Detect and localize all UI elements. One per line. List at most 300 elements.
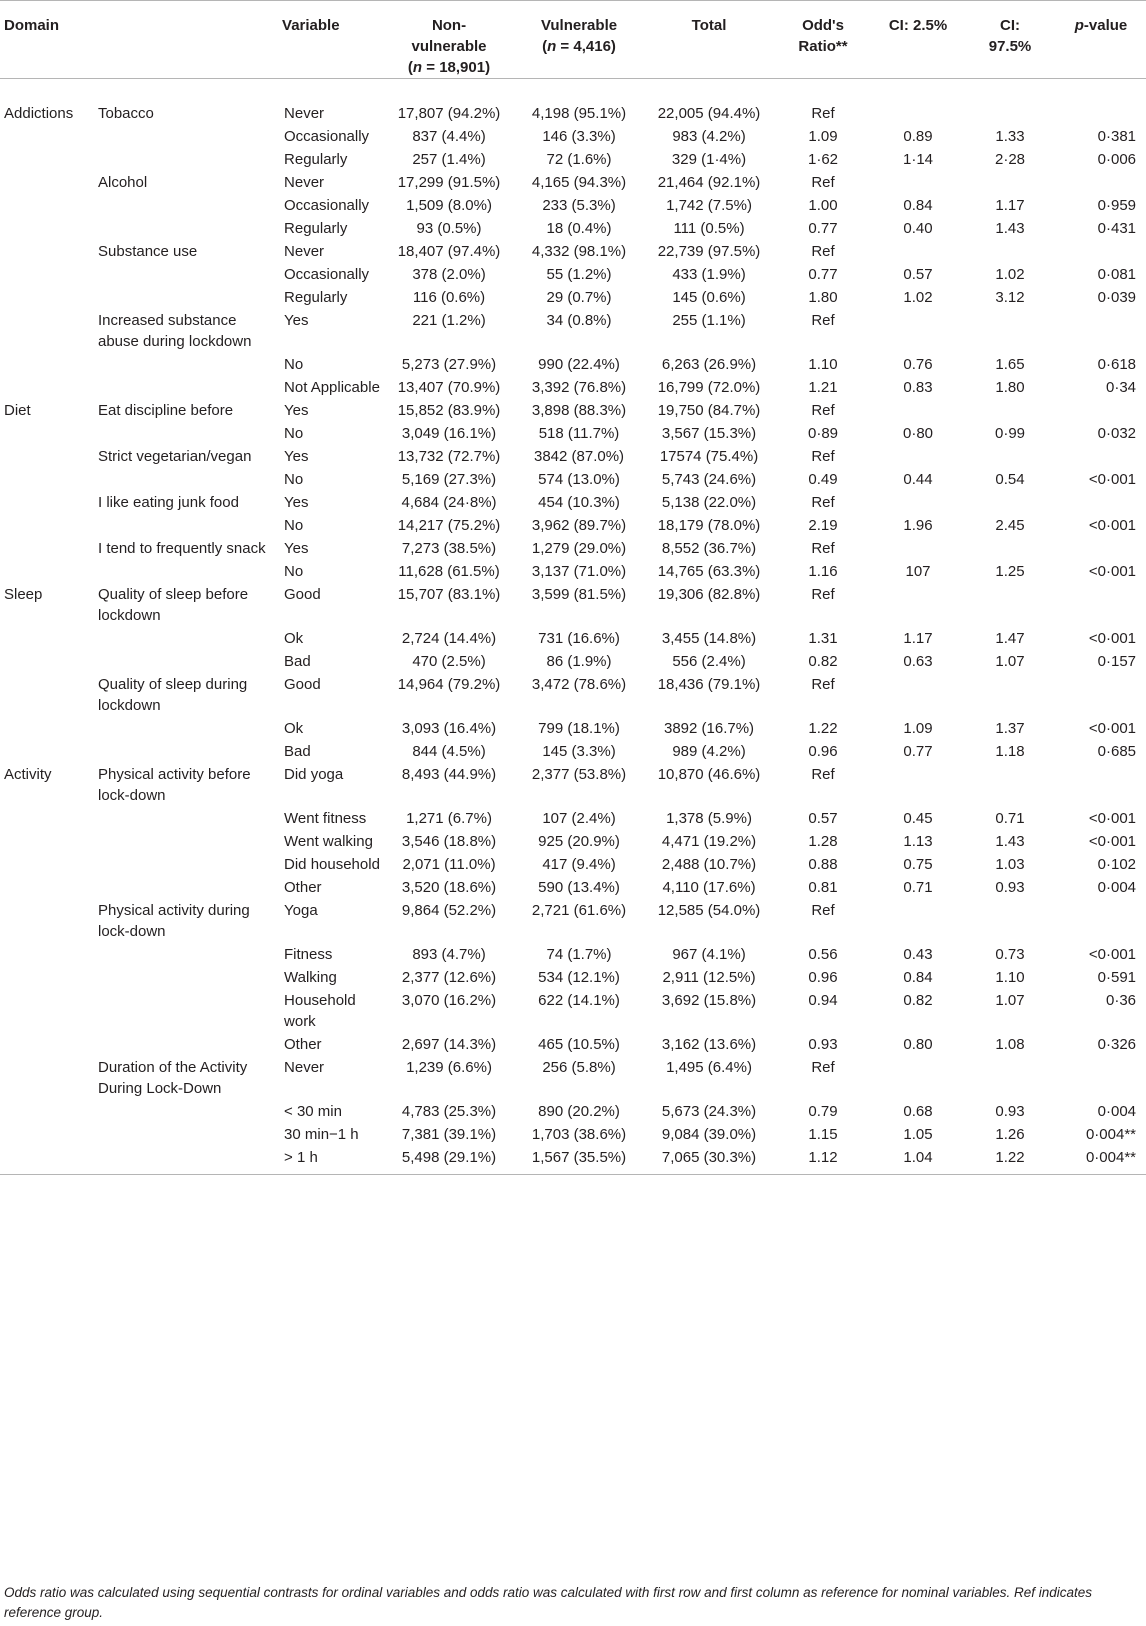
level-cell: Ok	[284, 720, 304, 737]
level-cell: Bad	[284, 653, 311, 670]
total-cell: 1,742 (7.5%)	[666, 197, 752, 214]
p-value-cell: 0·685	[1097, 743, 1137, 760]
p-value-cell	[1056, 398, 1146, 421]
odds-ratio-cell: Ref	[811, 494, 835, 511]
odds-ratio-cell: Ref	[811, 402, 835, 419]
odds-ratio-cell: Ref	[811, 174, 835, 191]
total-cell: 111 (0.5%)	[673, 220, 745, 237]
ci-low-cell	[872, 1055, 964, 1099]
non-vulnerable-cell: 893 (4.7%)	[412, 946, 486, 963]
ci-low-cell: 0.84	[903, 197, 933, 214]
table-row	[0, 942, 1146, 965]
level-cell: Not Applicable	[284, 379, 380, 396]
odds-ratio-cell: Ref	[811, 902, 835, 919]
level-cell: Regularly	[284, 289, 348, 306]
domain-cell	[0, 852, 92, 875]
table-row	[0, 536, 1146, 559]
ci-high-cell: 2.45	[995, 517, 1025, 534]
table-row	[0, 988, 1146, 1032]
total-cell: 7,065 (30.3%)	[644, 1145, 774, 1175]
level-cell: Other	[284, 1036, 322, 1053]
domain-cell	[0, 375, 92, 398]
ci-low-cell: 0.76	[903, 356, 933, 373]
odds-ratio-cell: 0·89	[808, 425, 839, 442]
ci-low-cell: 0.75	[903, 856, 933, 873]
vulnerable-cell: 146 (3.3%)	[542, 128, 616, 145]
level-cell: No	[284, 425, 304, 442]
ci-low-cell	[872, 582, 964, 626]
level-cell: < 30 min	[284, 1103, 342, 1120]
vulnerable-cell: 29 (0.7%)	[546, 289, 612, 306]
non-vulnerable-cell: 2,377 (12.6%)	[401, 969, 497, 986]
level-cell: Did household	[284, 856, 380, 873]
level-cell: No	[284, 356, 304, 373]
non-vulnerable-cell: 15,707 (83.1%)	[397, 586, 501, 603]
vulnerable-cell: 4,332 (98.1%)	[531, 243, 627, 260]
variable-cell: Tobacco	[98, 105, 154, 122]
ci-low-cell	[872, 898, 964, 942]
non-vulnerable-cell: 3,049 (16.1%)	[401, 425, 497, 442]
domain-cell	[0, 806, 92, 829]
odds-ratio-cell: Ref	[811, 448, 835, 465]
header-odds-ratio: Odd's Ratio**	[774, 1, 872, 79]
table-row	[0, 1055, 1146, 1099]
non-vulnerable-cell: 93 (0.5%)	[416, 220, 482, 237]
variable-cell: Strict vegetarian/vegan	[98, 448, 252, 465]
domain-cell	[0, 352, 92, 375]
domain-cell	[0, 444, 92, 467]
ci-high-cell	[964, 490, 1056, 513]
odds-ratio-cell: 1.15	[808, 1126, 838, 1143]
level-cell: Occasionally	[284, 197, 370, 214]
ci-low-cell: 0.57	[903, 266, 933, 283]
non-vulnerable-cell: 837 (4.4%)	[412, 128, 486, 145]
vulnerable-cell: 145 (3.3%)	[542, 743, 616, 760]
vulnerable-cell: 465 (10.5%)	[538, 1036, 620, 1053]
ci-low-cell: 0.68	[903, 1103, 933, 1120]
p-value-cell: 0·004	[1097, 879, 1137, 896]
level-cell: Regularly	[284, 220, 348, 237]
domain-cell	[0, 513, 92, 536]
non-vulnerable-cell: 1,509 (8.0%)	[406, 197, 492, 214]
level-cell: Never	[284, 105, 325, 122]
ci-high-cell: 1.25	[995, 563, 1025, 580]
vulnerable-cell: 3,898 (88.3%)	[531, 402, 627, 419]
odds-ratio-cell: Ref	[811, 243, 835, 260]
variable-cell	[92, 421, 278, 444]
odds-ratio-cell: Ref	[811, 586, 835, 603]
level-cell: No	[284, 517, 304, 534]
domain-cell	[0, 1099, 92, 1122]
header-ci-high: CI: 97.5%	[964, 1, 1056, 79]
odds-ratio-cell: Ref	[811, 676, 835, 693]
domain-cell: Activity	[4, 766, 52, 783]
non-vulnerable-cell: 5,169 (27.3%)	[401, 471, 497, 488]
ci-low-cell: 107	[905, 563, 931, 580]
table-row	[0, 875, 1146, 898]
variable-cell: Increased substance abuse during lockdown	[98, 312, 252, 350]
non-vulnerable-cell: 13,407 (70.9%)	[397, 379, 501, 396]
table-row	[0, 444, 1146, 467]
header-non-vulnerable: Non- vulnerable (n = 18,901)	[384, 1, 514, 79]
p-value-cell: 0·004**	[1085, 1126, 1137, 1143]
variable-cell	[92, 262, 278, 285]
variable-cell: Duration of the Activity During Lock-Down	[98, 1059, 248, 1097]
total-cell: 3,455 (14.8%)	[661, 630, 757, 647]
total-cell: 983 (4.2%)	[672, 128, 746, 145]
ci-low-cell	[872, 398, 964, 421]
vulnerable-cell: 1,279 (29.0%)	[531, 540, 627, 557]
variable-cell	[92, 1145, 278, 1175]
table-row	[0, 829, 1146, 852]
vulnerable-cell: 256 (5.8%)	[542, 1059, 616, 1076]
table-footnote: Odds ratio was calculated using sequential contrasts for ordinal variables and odds ratio was calculated with first row and first column as reference for nominal variables. Ref indicates reference group.	[4, 1585, 1093, 1620]
table-row	[0, 1032, 1146, 1055]
ci-high-cell	[964, 762, 1056, 806]
ci-low-cell: 0.63	[903, 653, 933, 670]
p-value-cell: 0·591	[1097, 969, 1137, 986]
header-total: Total	[644, 1, 774, 79]
ci-high-cell: 1.08	[995, 1036, 1025, 1053]
ci-high-cell: 1.07	[995, 992, 1025, 1009]
non-vulnerable-cell: 7,273 (38.5%)	[401, 540, 497, 557]
level-cell: Yes	[284, 312, 309, 329]
p-value-cell	[1056, 762, 1146, 806]
total-cell: 989 (4.2%)	[672, 743, 746, 760]
total-cell: 4,110 (17.6%)	[662, 879, 756, 896]
total-cell: 2,911 (12.5%)	[662, 969, 756, 986]
total-cell: 255 (1.1%)	[672, 312, 746, 329]
level-cell: Fitness	[284, 946, 333, 963]
ci-high-cell: 1.22	[964, 1145, 1056, 1175]
total-cell: 21,464 (92.1%)	[657, 174, 761, 191]
ci-high-cell: 1.02	[995, 266, 1025, 283]
table-row	[0, 398, 1146, 421]
vulnerable-cell: 1,567 (35.5%)	[514, 1145, 644, 1175]
ci-low-cell: 1.02	[903, 289, 933, 306]
odds-ratio-cell: 0.93	[808, 1036, 838, 1053]
odds-ratio-cell: 0.77	[808, 220, 838, 237]
table-row	[0, 513, 1146, 536]
p-value-cell: <0·001	[1088, 471, 1137, 488]
ci-low-cell	[872, 308, 964, 352]
variable-cell: Physical activity during lock-down	[98, 902, 250, 940]
ci-high-cell	[964, 308, 1056, 352]
total-cell: 19,306 (82.8%)	[657, 586, 761, 603]
header-ci-low: CI: 2.5%	[872, 1, 964, 79]
non-vulnerable-cell: 257 (1.4%)	[412, 151, 486, 168]
odds-ratio-cell: 1.09	[808, 128, 838, 145]
domain-cell	[0, 193, 92, 216]
variable-cell: Alcohol	[98, 174, 148, 191]
odds-ratio-cell: 0.82	[808, 653, 838, 670]
table-row	[0, 626, 1146, 649]
domain-cell	[0, 262, 92, 285]
total-cell: 967 (4.1%)	[672, 946, 746, 963]
odds-ratio-cell: Ref	[811, 105, 835, 122]
variable-cell	[92, 806, 278, 829]
ci-high-cell: 2·28	[995, 151, 1026, 168]
total-cell: 22,739 (97.5%)	[657, 243, 761, 260]
vulnerable-cell: 55 (1.2%)	[546, 266, 612, 283]
ci-low-cell: 1·14	[903, 151, 934, 168]
ci-high-cell: 0·99	[995, 425, 1026, 442]
odds-ratio-cell: 0.81	[808, 879, 838, 896]
total-cell: 3892 (16.7%)	[663, 720, 755, 737]
p-value-cell	[1056, 239, 1146, 262]
ci-low-cell: 0.84	[903, 969, 933, 986]
ci-high-cell: 1.43	[995, 220, 1025, 237]
level-cell: Never	[284, 1059, 325, 1076]
p-value-cell	[1056, 308, 1146, 352]
vulnerable-cell: 1,703 (38.6%)	[531, 1126, 627, 1143]
non-vulnerable-cell: 8,493 (44.9%)	[401, 766, 497, 783]
ci-high-cell: 1.37	[995, 720, 1025, 737]
ci-low-cell: 0.71	[903, 879, 933, 896]
odds-ratio-cell: 0.49	[808, 471, 838, 488]
variable-cell	[92, 649, 278, 672]
table-row	[0, 170, 1146, 193]
ci-low-cell: 0.80	[903, 1036, 933, 1053]
domain-cell	[0, 965, 92, 988]
vulnerable-cell: 454 (10.3%)	[538, 494, 620, 511]
odds-ratio-cell: Ref	[811, 1059, 835, 1076]
odds-ratio-cell: 0.94	[808, 992, 838, 1009]
vulnerable-cell: 574 (13.0%)	[538, 471, 620, 488]
total-cell: 3,692 (15.8%)	[661, 992, 757, 1009]
p-value-cell: <0·001	[1088, 810, 1137, 827]
odds-ratio-cell: 1.31	[808, 630, 838, 647]
domain-cell	[0, 988, 92, 1032]
level-cell: Never	[284, 243, 325, 260]
vulnerable-cell: 18 (0.4%)	[546, 220, 612, 237]
odds-ratio-cell: 1·62	[808, 151, 839, 168]
p-value-cell: <0·001	[1088, 517, 1137, 534]
p-value-cell: 0·34	[1105, 379, 1137, 396]
non-vulnerable-cell: 3,546 (18.8%)	[401, 833, 497, 850]
domain-cell	[0, 285, 92, 308]
table-row	[0, 739, 1146, 762]
ci-high-cell: 1.80	[995, 379, 1025, 396]
variable-cell	[92, 942, 278, 965]
total-cell: 12,585 (54.0%)	[657, 902, 761, 919]
non-vulnerable-cell: 1,239 (6.6%)	[406, 1059, 492, 1076]
vulnerable-cell: 3,472 (78.6%)	[531, 676, 627, 693]
table-row	[0, 649, 1146, 672]
domain-cell	[0, 467, 92, 490]
vulnerable-cell: 590 (13.4%)	[538, 879, 620, 896]
ci-low-cell: 0.44	[903, 471, 933, 488]
variable-cell	[92, 965, 278, 988]
ci-low-cell: 0.45	[903, 810, 933, 827]
ci-low-cell: 0.82	[903, 992, 933, 1009]
p-value-cell: 0·431	[1097, 220, 1137, 237]
odds-ratio-cell: 2.19	[808, 517, 838, 534]
table-row	[0, 490, 1146, 513]
ci-low-cell	[872, 79, 964, 125]
total-cell: 9,084 (39.0%)	[661, 1126, 757, 1143]
table-row	[0, 1145, 1146, 1175]
domain-cell: Addictions	[4, 105, 74, 122]
p-value-cell: 0·004	[1097, 1103, 1137, 1120]
table-body	[0, 79, 1146, 1175]
ci-high-cell	[964, 398, 1056, 421]
non-vulnerable-cell: 14,217 (75.2%)	[397, 517, 501, 534]
table-row	[0, 239, 1146, 262]
level-cell: Good	[284, 586, 321, 603]
non-vulnerable-cell: 3,093 (16.4%)	[401, 720, 497, 737]
p-value-cell: 0·039	[1097, 289, 1137, 306]
level-cell: Good	[284, 676, 321, 693]
ci-high-cell: 0.71	[995, 810, 1025, 827]
p-value-cell: 0·36	[1105, 992, 1137, 1009]
ci-high-cell: 1.17	[995, 197, 1025, 214]
vulnerable-cell: 3,137 (71.0%)	[531, 563, 627, 580]
vulnerable-cell: 34 (0.8%)	[546, 312, 612, 329]
variable-cell	[92, 559, 278, 582]
vulnerable-cell: 86 (1.9%)	[546, 653, 612, 670]
domain-cell	[0, 942, 92, 965]
ci-high-cell	[964, 170, 1056, 193]
table-row	[0, 352, 1146, 375]
vulnerable-cell: 72 (1.6%)	[546, 151, 612, 168]
domain-cell	[0, 1055, 92, 1099]
p-value-cell: 0·006	[1097, 151, 1137, 168]
ci-high-cell: 1.26	[995, 1126, 1025, 1143]
ci-low-cell: 1.13	[903, 833, 933, 850]
odds-ratio-cell: 0.57	[808, 810, 838, 827]
level-cell: Regularly	[284, 151, 348, 168]
p-value-cell: 0·004**	[1056, 1145, 1146, 1175]
p-value-cell	[1056, 898, 1146, 942]
ci-high-cell: 0.54	[995, 471, 1025, 488]
non-vulnerable-cell: 844 (4.5%)	[412, 743, 486, 760]
p-value-cell	[1056, 444, 1146, 467]
domain-cell: Diet	[4, 402, 31, 419]
level-cell: 30 min−1 h	[284, 1126, 359, 1143]
domain-cell	[0, 536, 92, 559]
ci-low-cell: 0·80	[903, 425, 934, 442]
ci-high-cell	[964, 79, 1056, 125]
ci-low-cell: 0.89	[903, 128, 933, 145]
ci-low-cell	[872, 536, 964, 559]
variable-cell	[92, 352, 278, 375]
total-cell: 329 (1·4%)	[671, 151, 747, 168]
ci-low-cell: 1.05	[903, 1126, 933, 1143]
level-cell: No	[284, 471, 304, 488]
non-vulnerable-cell: 11,628 (61.5%)	[398, 563, 500, 580]
odds-ratio-cell: 0.96	[808, 743, 838, 760]
table-row	[0, 582, 1146, 626]
odds-ratio-cell: Ref	[811, 766, 835, 783]
non-vulnerable-cell: 470 (2.5%)	[412, 653, 486, 670]
p-value-cell: 0·381	[1097, 128, 1137, 145]
variable-cell	[92, 852, 278, 875]
ci-high-cell: 3.12	[995, 289, 1025, 306]
table-row	[0, 898, 1146, 942]
level-cell: Ok	[284, 630, 304, 647]
total-cell: 433 (1.9%)	[672, 266, 746, 283]
total-cell: 556 (2.4%)	[672, 653, 746, 670]
domain-cell	[0, 1145, 92, 1175]
domain-cell	[0, 559, 92, 582]
level-cell: Yes	[284, 494, 309, 511]
header-domain: Domain	[0, 1, 278, 79]
p-value-cell: 0·959	[1097, 197, 1137, 214]
vulnerable-cell: 3,392 (76.8%)	[531, 379, 627, 396]
vulnerable-cell: 4,165 (94.3%)	[531, 174, 627, 191]
odds-ratio-cell: Ref	[811, 312, 835, 329]
table-row	[0, 421, 1146, 444]
level-cell: Household work	[284, 992, 356, 1030]
level-cell: Went fitness	[284, 810, 367, 827]
odds-ratio-cell: 1.12	[774, 1145, 872, 1175]
ci-low-cell: 1.96	[903, 517, 933, 534]
variable-cell	[92, 875, 278, 898]
table-row	[0, 79, 1146, 125]
variable-cell	[92, 626, 278, 649]
vulnerable-cell: 799 (18.1%)	[538, 720, 620, 737]
ci-high-cell: 1.65	[995, 356, 1025, 373]
domain-cell	[0, 124, 92, 147]
non-vulnerable-cell: 3,070 (16.2%)	[401, 992, 497, 1009]
p-value-cell: 0·326	[1097, 1036, 1137, 1053]
ci-high-cell: 0.93	[995, 1103, 1025, 1120]
ci-high-cell	[964, 1055, 1056, 1099]
variable-cell	[92, 513, 278, 536]
vulnerable-cell: 731 (16.6%)	[538, 630, 620, 647]
table-row	[0, 852, 1146, 875]
p-value-cell: <0·001	[1088, 630, 1137, 647]
vulnerable-cell: 3,962 (89.7%)	[531, 517, 627, 534]
p-value-cell: <0·001	[1088, 720, 1137, 737]
total-cell: 2,488 (10.7%)	[661, 856, 757, 873]
vulnerable-cell: 518 (11.7%)	[538, 425, 620, 442]
table-row	[0, 147, 1146, 170]
total-cell: 1,378 (5.9%)	[666, 810, 752, 827]
vulnerable-cell: 107 (2.4%)	[542, 810, 616, 827]
non-vulnerable-cell: 3,520 (18.6%)	[401, 879, 497, 896]
total-cell: 14,765 (63.3%)	[657, 563, 761, 580]
ci-low-cell: 0.77	[903, 743, 933, 760]
non-vulnerable-cell: 5,498 (29.1%)	[384, 1145, 514, 1175]
ci-low-cell	[872, 490, 964, 513]
vulnerable-cell: 233 (5.3%)	[542, 197, 616, 214]
variable-cell	[92, 988, 278, 1032]
vulnerable-cell: 890 (20.2%)	[538, 1103, 620, 1120]
domain-cell	[0, 490, 92, 513]
table-row	[0, 672, 1146, 716]
variable-cell	[92, 285, 278, 308]
table-row	[0, 762, 1146, 806]
header-vulnerable: Vulnerable (n = 4,416)	[514, 1, 644, 79]
domain-cell	[0, 672, 92, 716]
total-cell: 18,436 (79.1%)	[657, 676, 761, 693]
odds-ratio-cell: Ref	[811, 540, 835, 557]
ci-low-cell: 0.83	[903, 379, 933, 396]
vulnerable-cell: 2,377 (53.8%)	[531, 766, 627, 783]
non-vulnerable-cell: 4,684 (24·8%)	[401, 494, 497, 511]
p-value-cell	[1056, 582, 1146, 626]
ci-low-cell	[872, 239, 964, 262]
vulnerable-cell: 4,198 (95.1%)	[531, 105, 627, 122]
variable-cell: Quality of sleep before lockdown	[98, 586, 249, 624]
variable-cell	[92, 716, 278, 739]
p-value-cell: <0·001	[1088, 833, 1137, 850]
table-row	[0, 559, 1146, 582]
ci-high-cell: 1.33	[995, 128, 1025, 145]
variable-cell	[92, 1099, 278, 1122]
